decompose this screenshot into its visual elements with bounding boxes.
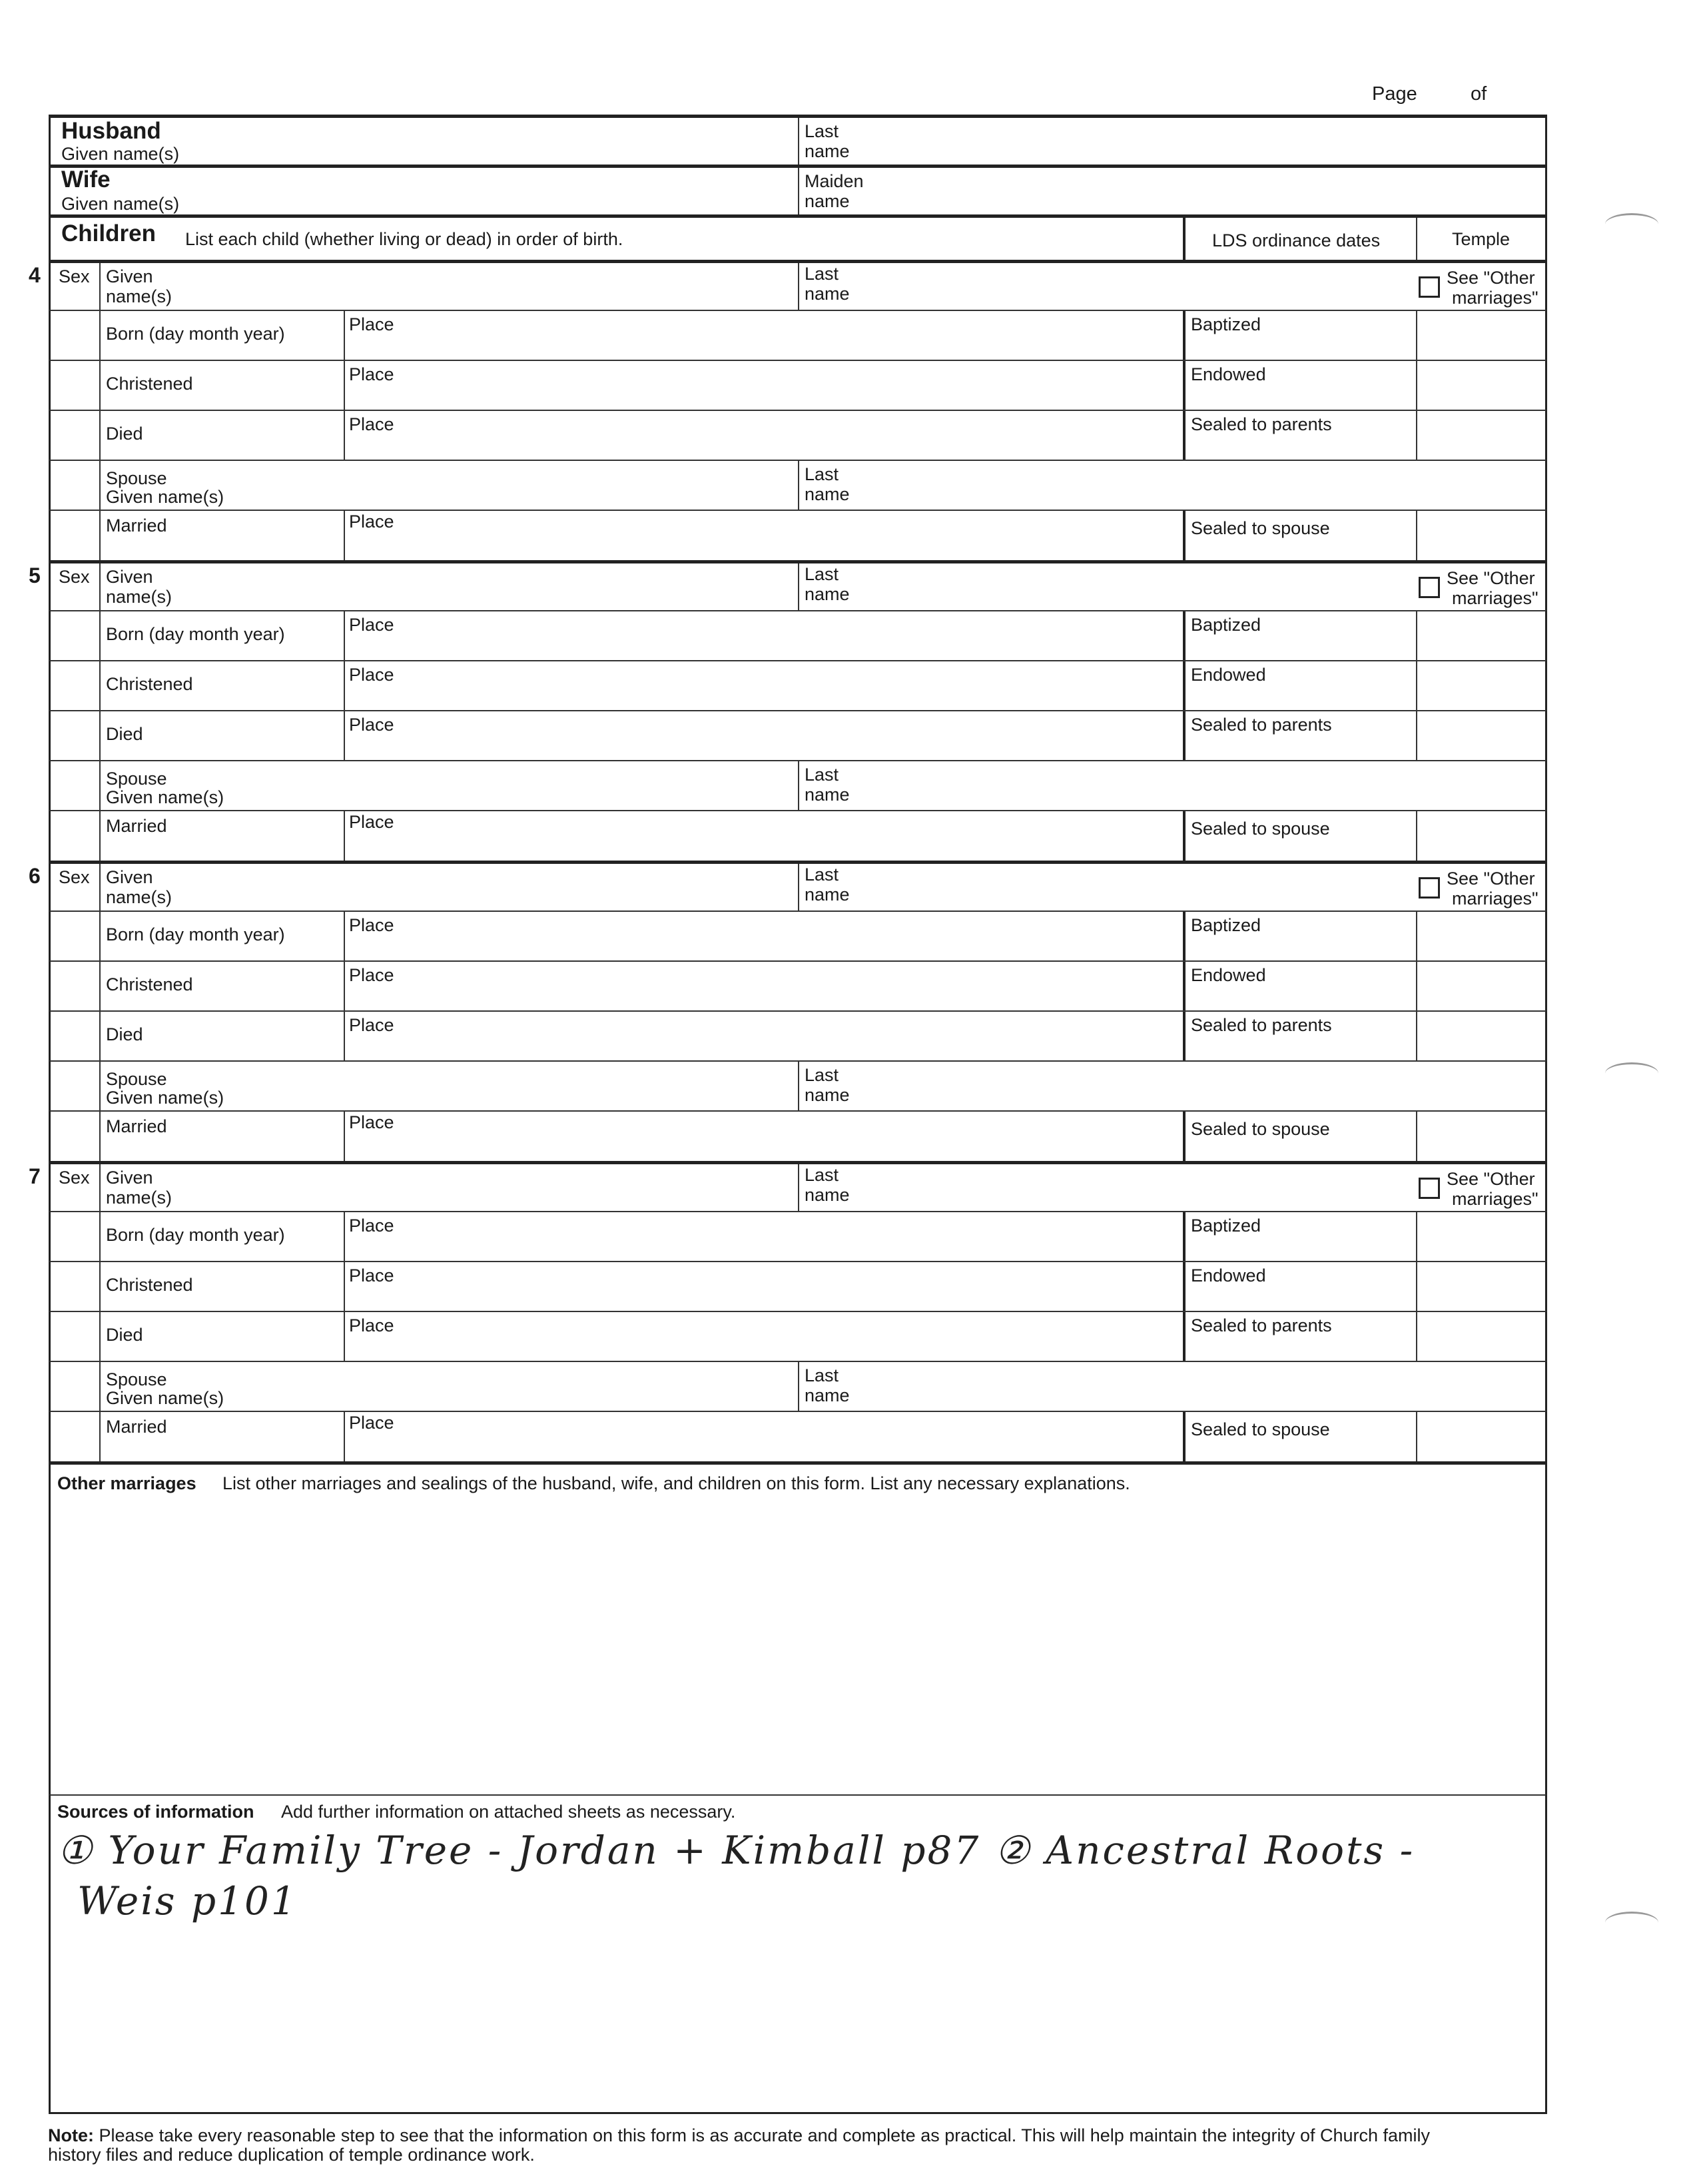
- husband-last-label: Last: [805, 121, 839, 141]
- temple-label: Temple: [1452, 229, 1511, 249]
- last-label: name: [805, 785, 850, 805]
- child-name-row: [29, 1161, 1547, 1211]
- born-date-cell[interactable]: [99, 311, 344, 360]
- spouse-given-label: Given name(s): [106, 1088, 224, 1108]
- child-given-cell[interactable]: [99, 263, 798, 310]
- died-place-cell[interactable]: [344, 411, 1183, 460]
- born-date-cell[interactable]: [99, 1212, 344, 1261]
- child-event-row: [49, 1311, 1547, 1361]
- baptized-label: Baptized: [1191, 615, 1261, 635]
- spouse-last-cell[interactable]: [798, 1062, 1545, 1110]
- baptized-temple-cell[interactable]: [1416, 311, 1545, 360]
- baptized-date-cell[interactable]: [1183, 611, 1416, 660]
- child-event-row: [49, 910, 1547, 960]
- spouse-label: Spouse: [106, 1369, 167, 1389]
- husband-row: [49, 115, 1547, 165]
- spouse-row: [49, 460, 1547, 510]
- baptized-label: Baptized: [1191, 1216, 1261, 1236]
- child-name-row: [29, 260, 1547, 310]
- baptized-label: Baptized: [1191, 314, 1261, 334]
- sealed_parents-date-cell[interactable]: [1183, 1312, 1416, 1361]
- sealed_parents-temple-cell[interactable]: [1416, 1312, 1545, 1361]
- baptized-date-cell[interactable]: [1183, 912, 1416, 960]
- other-marriages-checkbox[interactable]: [1419, 877, 1440, 899]
- see-other-label: marriages": [1452, 889, 1538, 909]
- child-last-cell[interactable]: [798, 1164, 1545, 1211]
- see-other-label: See "Other: [1447, 1169, 1535, 1189]
- wife-maiden-cell[interactable]: [798, 168, 1545, 214]
- died-place-cell[interactable]: [344, 1312, 1183, 1361]
- last-label: Last: [805, 1365, 839, 1385]
- last-label: name: [805, 284, 850, 304]
- see-other-label: marriages": [1452, 588, 1538, 608]
- sealed-spouse-label: Sealed to spouse: [1191, 518, 1330, 538]
- married-date-cell[interactable]: [99, 1412, 344, 1461]
- endowed-date-cell[interactable]: [1183, 361, 1416, 410]
- place-label: Place: [349, 615, 394, 635]
- sealed-spouse-label: Sealed to spouse: [1191, 1119, 1330, 1139]
- husband-last-cell[interactable]: [798, 118, 1545, 165]
- endowed-date-cell[interactable]: [1183, 661, 1416, 710]
- place-label: Place: [349, 1413, 394, 1433]
- baptized-temple-cell[interactable]: [1416, 611, 1545, 660]
- wife-row: [49, 165, 1547, 214]
- died-label: Died: [106, 424, 143, 444]
- married-date-cell[interactable]: [99, 811, 344, 861]
- child-number: 7: [29, 1164, 41, 1188]
- christened-place-cell[interactable]: [344, 962, 1183, 1010]
- child-block: [29, 1161, 1547, 1461]
- temple-header-cell: [1416, 218, 1545, 260]
- child-number: 4: [29, 263, 41, 287]
- child-name-row: [29, 560, 1547, 610]
- husband-last-label: name: [805, 141, 850, 161]
- children-instruction: List each child (whether living or dead) in order of birth.: [185, 229, 623, 249]
- place-label: Place: [349, 314, 394, 334]
- spouse-given-cell[interactable]: [99, 1062, 798, 1110]
- given-label: name(s): [106, 887, 172, 907]
- husband-title: Husband: [61, 118, 161, 144]
- sealed-spouse-date-cell[interactable]: [1183, 1412, 1416, 1461]
- married-label: Married: [106, 516, 167, 536]
- child-event-row: [49, 610, 1547, 660]
- child-event-row: [49, 1261, 1547, 1311]
- died-date-cell[interactable]: [99, 1312, 344, 1361]
- children-list: [29, 260, 1547, 1461]
- endowed-date-cell[interactable]: [1183, 1262, 1416, 1311]
- married-place-cell[interactable]: [344, 1112, 1183, 1161]
- married-label: Married: [106, 1417, 167, 1437]
- see-other-label: See "Other: [1447, 869, 1535, 889]
- other-marriages-title: Other marriages: [57, 1473, 196, 1493]
- spouse-row: [49, 1060, 1547, 1110]
- given-label: name(s): [106, 286, 172, 306]
- child-block: [29, 861, 1547, 1161]
- christened-label: Christened: [106, 374, 193, 394]
- last-label: name: [805, 1385, 850, 1405]
- born-date-cell[interactable]: [99, 611, 344, 660]
- spouse-given-cell[interactable]: [99, 461, 798, 510]
- child-event-row: [49, 660, 1547, 710]
- last-label: name: [805, 584, 850, 604]
- note-block: [48, 2126, 1540, 2165]
- sealed-spouse-label: Sealed to spouse: [1191, 1419, 1330, 1439]
- sealed_parents-date-cell[interactable]: [1183, 1012, 1416, 1060]
- place-label: Place: [349, 1216, 394, 1236]
- lds-label: LDS ordinance dates: [1212, 230, 1381, 250]
- place-label: Place: [349, 915, 394, 935]
- place-label: Place: [349, 715, 394, 735]
- christened-date-cell[interactable]: [99, 361, 344, 410]
- see-other-label: marriages": [1452, 1189, 1538, 1209]
- child-event-row: [49, 410, 1547, 460]
- died-date-cell[interactable]: [99, 711, 344, 760]
- died-place-cell[interactable]: [344, 711, 1183, 760]
- margin-mark: [1605, 1912, 1658, 1934]
- endowed-label: Endowed: [1191, 1266, 1266, 1285]
- born-label: Born (day month year): [106, 624, 285, 644]
- spouse-given-label: Given name(s): [106, 487, 224, 507]
- endowed-label: Endowed: [1191, 965, 1266, 985]
- child-last-cell[interactable]: [798, 563, 1545, 610]
- spouse-given-label: Given name(s): [106, 1388, 224, 1408]
- christened-date-cell[interactable]: [99, 661, 344, 710]
- spouse-label: Spouse: [106, 468, 167, 488]
- born-place-cell[interactable]: [344, 611, 1183, 660]
- died-label: Died: [106, 1024, 143, 1044]
- given-label: Given: [106, 567, 153, 587]
- note-text: history files and reduce duplication of temple ordinance work.: [48, 2145, 535, 2165]
- married-row: [49, 1110, 1547, 1161]
- child-given-cell[interactable]: [99, 864, 798, 910]
- last-label: Last: [805, 564, 839, 584]
- husband-given-label: Given name(s): [61, 144, 180, 164]
- spouse-row: [49, 760, 1547, 810]
- baptized-date-cell[interactable]: [1183, 311, 1416, 360]
- other-marriages-checkbox[interactable]: [1419, 1178, 1440, 1199]
- handwritten-source-line: Weis p101: [77, 1878, 298, 1924]
- sealed_parents-label: Sealed to parents: [1191, 1015, 1332, 1035]
- child-event-row: [49, 360, 1547, 410]
- child-name-row: [29, 861, 1547, 910]
- sealed-spouse-temple-cell[interactable]: [1416, 511, 1545, 560]
- wife-maiden-label: name: [805, 191, 850, 211]
- sealed_parents-label: Sealed to parents: [1191, 414, 1332, 434]
- sealed_parents-date-cell[interactable]: [1183, 711, 1416, 760]
- died-date-cell[interactable]: [99, 1012, 344, 1060]
- spouse-given-cell[interactable]: [99, 1362, 798, 1411]
- married-label: Married: [106, 1116, 167, 1136]
- christened-label: Christened: [106, 974, 193, 994]
- child-event-row: [49, 310, 1547, 360]
- christened-label: Christened: [106, 674, 193, 694]
- note-text: Please take every reasonable step to see that the information on this form is as accurate and complete as practical. This will help maintain the integrity of Church family: [99, 2125, 1431, 2145]
- married-row: [49, 810, 1547, 861]
- born-place-cell[interactable]: [344, 311, 1183, 360]
- last-label: Last: [805, 1165, 839, 1185]
- sealed-spouse-date-cell[interactable]: [1183, 511, 1416, 560]
- place-label: Place: [349, 1266, 394, 1285]
- christened-label: Christened: [106, 1275, 193, 1295]
- last-label: name: [805, 484, 850, 504]
- sources-instruction: Add further information on attached sheets as necessary.: [281, 1802, 736, 1822]
- born-place-cell[interactable]: [344, 912, 1183, 960]
- child-number: 6: [29, 864, 41, 888]
- given-label: Given: [106, 867, 153, 887]
- died-label: Died: [106, 1325, 143, 1345]
- sealed-spouse-date-cell[interactable]: [1183, 1112, 1416, 1161]
- christened-place-cell[interactable]: [344, 1262, 1183, 1311]
- place-label: Place: [349, 1315, 394, 1335]
- sources-section[interactable]: [49, 1794, 1547, 2114]
- other-marriages-section[interactable]: [49, 1461, 1547, 1794]
- born-date-cell[interactable]: [99, 912, 344, 960]
- child-block: [29, 260, 1547, 560]
- married-place-cell[interactable]: [344, 511, 1183, 560]
- married-date-cell[interactable]: [99, 1112, 344, 1161]
- christened-date-cell[interactable]: [99, 962, 344, 1010]
- endowed-date-cell[interactable]: [1183, 962, 1416, 1010]
- last-label: name: [805, 1085, 850, 1105]
- endowed-label: Endowed: [1191, 665, 1266, 685]
- baptized-temple-cell[interactable]: [1416, 1212, 1545, 1261]
- child-event-row: [49, 710, 1547, 760]
- see-other-label: See "Other: [1447, 568, 1535, 588]
- child-given-cell[interactable]: [99, 1164, 798, 1211]
- sealed-spouse-label: Sealed to spouse: [1191, 819, 1330, 839]
- place-label: Place: [349, 812, 394, 832]
- other-marriages-checkbox[interactable]: [1419, 577, 1440, 598]
- wife-title: Wife: [61, 167, 111, 192]
- sealed-spouse-temple-cell[interactable]: [1416, 811, 1545, 861]
- see-other-label: See "Other: [1447, 268, 1535, 288]
- sources-title: Sources of information: [57, 1802, 254, 1822]
- children-title: Children: [61, 220, 156, 246]
- sex-label: Sex: [59, 266, 90, 286]
- family-group-form: [29, 115, 1547, 2114]
- handwritten-source-line: ① Your Family Tree - Jordan + Kimball p87 ② Ancestral Roots -: [57, 1828, 1415, 1873]
- married-label: Married: [106, 816, 167, 836]
- wife-maiden-label: Maiden: [805, 171, 864, 191]
- sex-label: Sex: [59, 1168, 90, 1188]
- given-label: Given: [106, 266, 153, 286]
- see-other-label: marriages": [1452, 288, 1538, 308]
- endowed-temple-cell[interactable]: [1416, 1262, 1545, 1311]
- child-number: 5: [29, 563, 41, 587]
- place-label: Place: [349, 512, 394, 532]
- christened-place-cell[interactable]: [344, 361, 1183, 410]
- place-label: Place: [349, 364, 394, 384]
- last-label: Last: [805, 865, 839, 885]
- wife-given-label: Given name(s): [61, 194, 180, 214]
- lds-header-cell: [1183, 218, 1416, 260]
- endowed-temple-cell[interactable]: [1416, 962, 1545, 1010]
- last-label: Last: [805, 464, 839, 484]
- born-label: Born (day month year): [106, 924, 285, 944]
- married-row: [49, 1411, 1547, 1461]
- spouse-given-cell[interactable]: [99, 761, 798, 810]
- baptized-date-cell[interactable]: [1183, 1212, 1416, 1261]
- sealed_parents-temple-cell[interactable]: [1416, 411, 1545, 460]
- child-last-cell[interactable]: [798, 864, 1545, 910]
- last-label: name: [805, 1185, 850, 1205]
- last-label: Last: [805, 264, 839, 284]
- place-label: Place: [349, 965, 394, 985]
- sealed_parents-date-cell[interactable]: [1183, 411, 1416, 460]
- place-label: Place: [349, 1015, 394, 1035]
- sex-label: Sex: [59, 567, 90, 587]
- born-label: Born (day month year): [106, 1225, 285, 1245]
- endowed-temple-cell[interactable]: [1416, 361, 1545, 410]
- sealed-spouse-temple-cell[interactable]: [1416, 1412, 1545, 1461]
- baptized-label: Baptized: [1191, 915, 1261, 935]
- spouse-last-cell[interactable]: [798, 1362, 1545, 1411]
- sealed_parents-temple-cell[interactable]: [1416, 1012, 1545, 1060]
- child-given-cell[interactable]: [99, 563, 798, 610]
- place-label: Place: [349, 665, 394, 685]
- given-label: name(s): [106, 1188, 172, 1208]
- died-place-cell[interactable]: [344, 1012, 1183, 1060]
- baptized-temple-cell[interactable]: [1416, 912, 1545, 960]
- christened-date-cell[interactable]: [99, 1262, 344, 1311]
- married-place-cell[interactable]: [344, 1412, 1183, 1461]
- child-event-row: [49, 1211, 1547, 1261]
- christened-place-cell[interactable]: [344, 661, 1183, 710]
- born-place-cell[interactable]: [344, 1212, 1183, 1261]
- note-title: Note:: [48, 2125, 94, 2145]
- sealed-spouse-date-cell[interactable]: [1183, 811, 1416, 861]
- died-date-cell[interactable]: [99, 411, 344, 460]
- endowed-label: Endowed: [1191, 364, 1266, 384]
- last-label: Last: [805, 765, 839, 785]
- of-label: of: [1471, 83, 1487, 105]
- margin-mark: [1605, 213, 1658, 235]
- sex-label: Sex: [59, 867, 90, 887]
- spouse-given-label: Given name(s): [106, 787, 224, 807]
- born-label: Born (day month year): [106, 324, 285, 344]
- sealed_parents-label: Sealed to parents: [1191, 715, 1332, 735]
- last-label: name: [805, 885, 850, 905]
- place-label: Place: [349, 1112, 394, 1132]
- child-event-row: [49, 960, 1547, 1010]
- spouse-last-cell[interactable]: [798, 461, 1545, 510]
- children-header-row: [49, 214, 1547, 260]
- page-label: Page: [1372, 83, 1417, 105]
- last-label: Last: [805, 1065, 839, 1085]
- sealed_parents-temple-cell[interactable]: [1416, 711, 1545, 760]
- married-row: [49, 510, 1547, 560]
- spouse-label: Spouse: [106, 1069, 167, 1089]
- given-label: Given: [106, 1168, 153, 1188]
- endowed-temple-cell[interactable]: [1416, 661, 1545, 710]
- given-label: name(s): [106, 587, 172, 607]
- died-label: Died: [106, 724, 143, 744]
- child-last-cell[interactable]: [798, 263, 1545, 310]
- spouse-label: Spouse: [106, 769, 167, 789]
- spouse-last-cell[interactable]: [798, 761, 1545, 810]
- other-marriages-checkbox[interactable]: [1419, 276, 1440, 298]
- child-event-row: [49, 1010, 1547, 1060]
- margin-mark: [1605, 1062, 1658, 1084]
- spouse-row: [49, 1361, 1547, 1411]
- sealed-spouse-temple-cell[interactable]: [1416, 1112, 1545, 1161]
- place-label: Place: [349, 414, 394, 434]
- sealed_parents-label: Sealed to parents: [1191, 1315, 1332, 1335]
- other-marriages-instruction: List other marriages and sealings of the husband, wife, and children on this form. List any necessary explanations.: [222, 1473, 1130, 1493]
- married-date-cell[interactable]: [99, 511, 344, 560]
- married-place-cell[interactable]: [344, 811, 1183, 861]
- child-block: [29, 560, 1547, 861]
